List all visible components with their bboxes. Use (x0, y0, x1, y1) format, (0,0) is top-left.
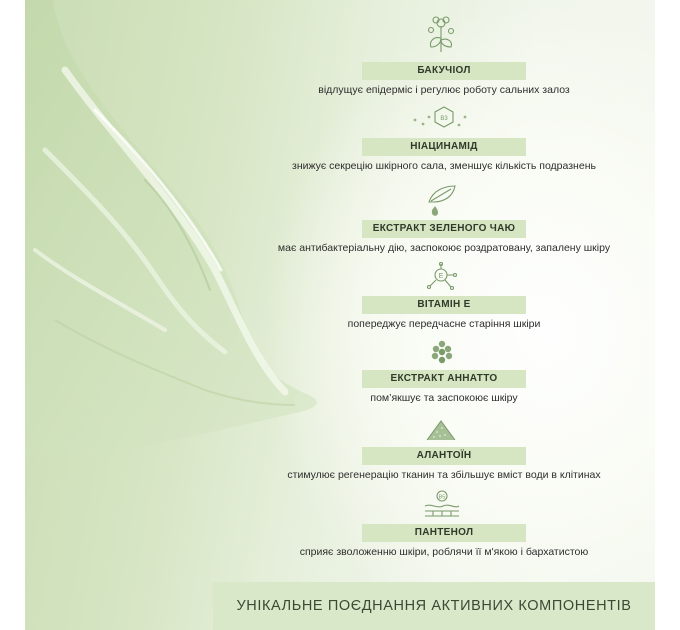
ingredient-name-annatto: ЕКСТРАКТ АННАТТО (362, 370, 526, 388)
ingredient-name-niacinamide: НІАЦИНАМІД (362, 138, 526, 156)
vitamin-e-label: E (438, 273, 444, 280)
skin-layers-b5-icon (423, 490, 461, 520)
footer-title: УНІКАЛЬНЕ ПОЄДНАННЯ АКТИВНИХ КОМПОНЕНТІВ (236, 598, 632, 614)
ingredient-desc-vitamin-e: попереджує передчасне старіння шкіри (347, 318, 541, 330)
ingredient-name-vitamin-e: ВІТАМІН Е (362, 296, 526, 314)
flower-leaf-icon (423, 14, 459, 54)
ingredient-desc-niacinamide: знижує секрецію шкірного сала, зменшує кількість подразнень (292, 160, 596, 172)
ingredient-desc-green-tea: має антибактеріальну дію, заспокоює роздратовану, запалену шкіру (277, 242, 611, 254)
footer-banner (213, 582, 655, 630)
product-infographic (25, 0, 655, 630)
ingredient-name-bakuchiol: БАКУЧІОЛ (362, 62, 526, 80)
b3-label: B3 (440, 116, 448, 122)
tea-leaf-drop-icon (423, 180, 459, 218)
ingredient-name-allantoin: АЛАНТОЇН (362, 447, 526, 465)
annatto-seeds-icon (429, 339, 455, 365)
ingredient-name-green-tea: ЕКСТРАКТ ЗЕЛЕНОГО ЧАЮ (362, 220, 526, 238)
ingredient-desc-allantoin: стимулює регенерацію тканин та збільшує вміст води в клітинах (287, 469, 601, 481)
ingredient-name-panthenol: ПАНТЕНОЛ (362, 524, 526, 542)
molecule-vitamin-e-icon (423, 262, 459, 292)
ingredient-desc-annatto: пом’якшує та заспокоює шкіру (370, 392, 518, 404)
powder-pile-icon (423, 418, 459, 442)
molecule-b3-icon (407, 103, 471, 133)
ingredient-desc-bakuchiol: відлущує епідерміс і регулює роботу сальних залоз (318, 84, 570, 96)
b5-label: B5 (438, 494, 446, 501)
ingredient-desc-panthenol: сприяє зволоженню шкіри, роблячи її м'якою і бархатистою (299, 546, 589, 558)
